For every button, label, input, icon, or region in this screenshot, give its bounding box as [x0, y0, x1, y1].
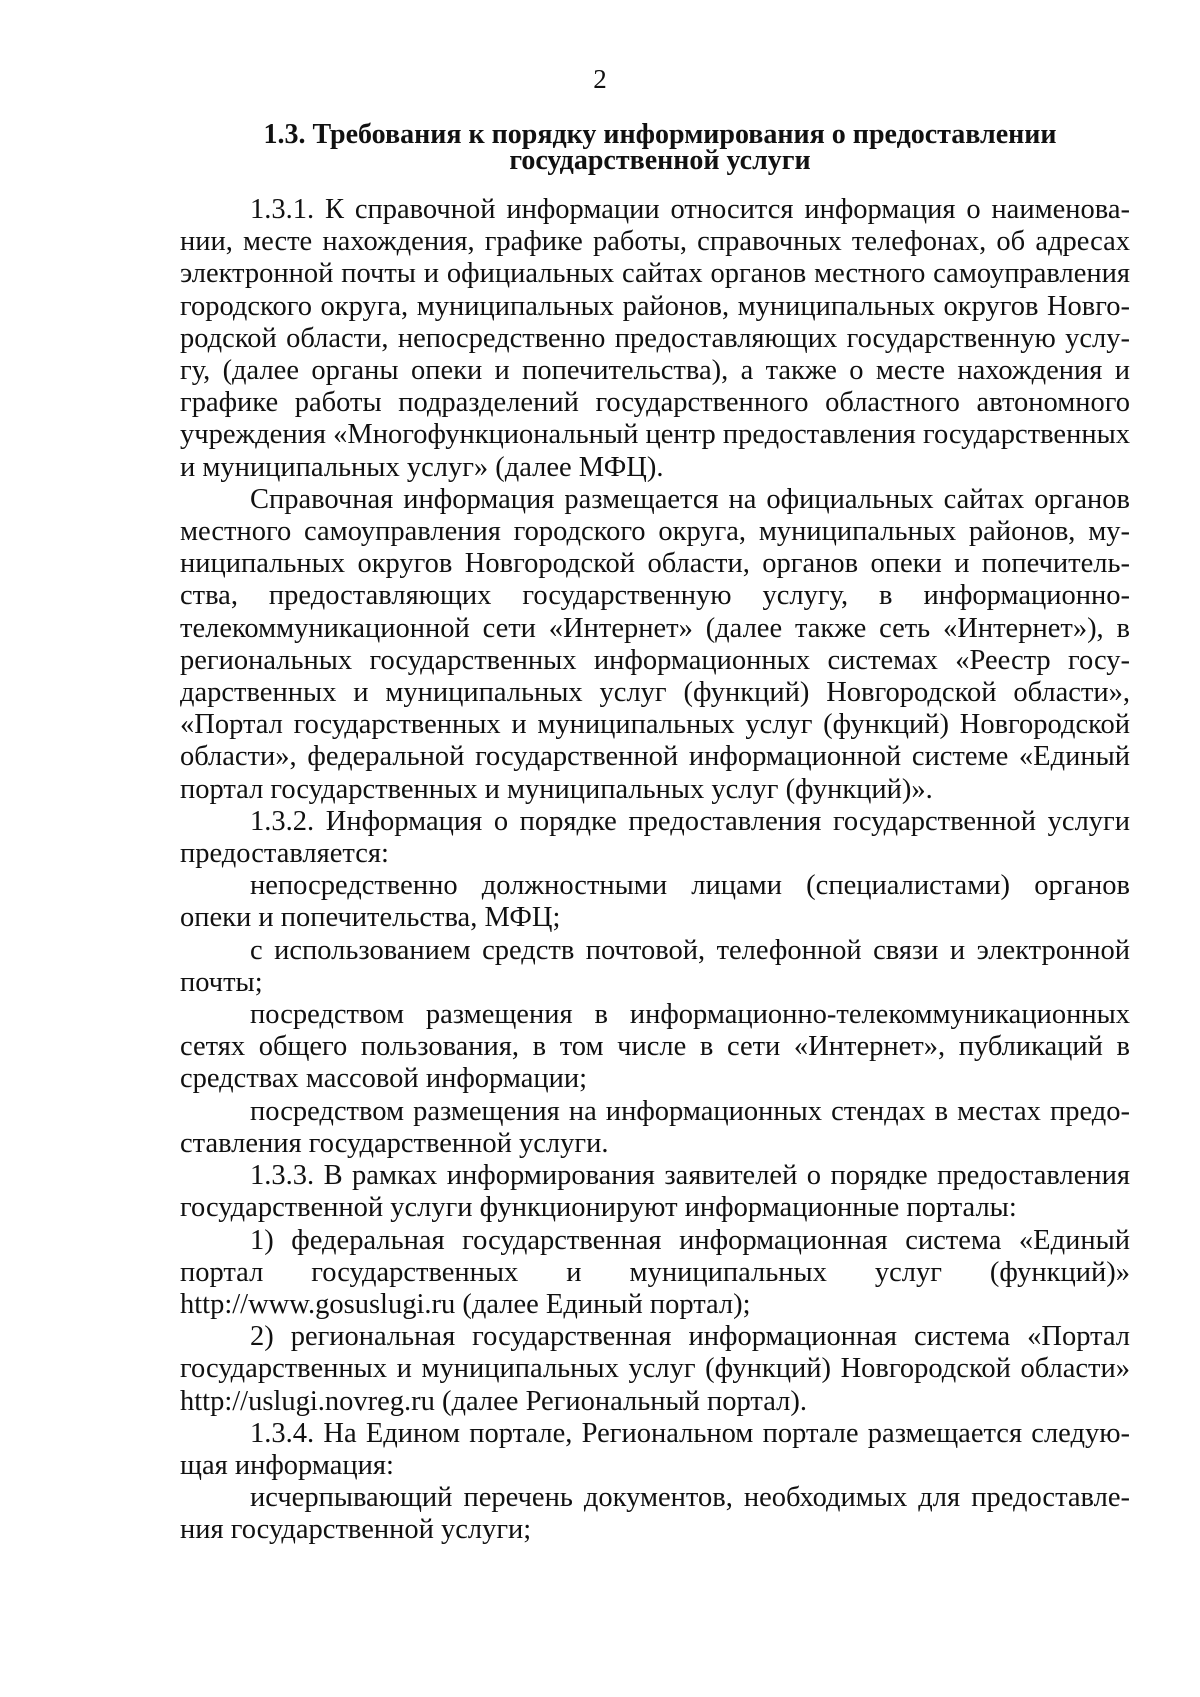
paragraph-reference-info-placement: Справочная информация размещается на официальных сайтах органов местного самоуправления городского округа, муниципальных районов, муниципальных округов Новгородской области, органов опеки и попечительства, предоставляющих государственную услугу, в информационно-телекоммуникационной сети «Интернет» (далее также сеть «Интернет»), в региональных государственных информационных системах «Реестр государственных и муниципальных услуг (функций) Новгородской области», «Портал государственных и муниципальных услуг (функций) Новгородской области», федеральной государственной информационной системе «Единый портал государственных и муниципальных услуг (функций)». [180, 483, 1130, 805]
paragraph-information-stands: посредством размещения на информационных стендах в местах предоставления государственной услуги. [180, 1095, 1130, 1159]
paragraph-1-3-2: 1.3.2. Информация о порядке предоставления государственной услуги предоставляется: [180, 805, 1130, 870]
paragraph-1-3-1: 1.3.1. К справочной информации относится информация о наименовании, месте нахождения, графике работы, справочных телефонах, об адресах электронной почты и официальных сайтах органов местного самоуправления городского округа, муниципальных районов, муниципальных округов Новгородской области, непосредственно предоставляющих государственную услугу, (далее органы опеки и попечительства), а также о месте нахождения и графике работы подразделений государственного областного автономного учреждения «Многофункциональный центр предоставления государственных и муниципальных услуг» (далее МФЦ). [180, 194, 1130, 483]
paragraph-documents-list: исчерпывающий перечень документов, необходимых для предоставления государственной услуги; [180, 1482, 1130, 1546]
paragraph-1-3-3: 1.3.3. В рамках информирования заявителей о порядке предоставления государственной услуги функционируют информационные порталы: [180, 1160, 1130, 1224]
paragraph-1-3-4: 1.3.4. На Едином портале, Региональном портале размещается следующая информация: [180, 1417, 1130, 1481]
section-heading-line-2: государственной услуги [509, 145, 811, 176]
paragraph-federal-portal: 1) федеральная государственная информационная система «Единый портал государственных и муниципальных услуг (функций)» http://www.gosuslugi.ru (далее Единый портал); [180, 1224, 1130, 1320]
paragraph-postal-phone-email: с использованием средств почтовой, телефонной связи и электронной почты; [180, 934, 1130, 998]
document-body [180, 194, 1130, 1547]
paragraph-directly-by-officials: непосредственно должностными лицами (специалистами) органов опеки и попечительства, МФЦ; [180, 870, 1130, 934]
section-heading [160, 119, 1160, 176]
paragraph-regional-portal: 2) региональная государственная информационная система «Портал государственных и муниципальных услуг (функций) Новгородской области» http://uslugi.novreg.ru (далее Региональный портал). [180, 1321, 1130, 1417]
section-heading-line-1: 1.3. Требования к порядку информирования о предоставлении [263, 119, 1057, 150]
paragraph-public-networks: посредством размещения в информационно-телекоммуникационных сетях общего пользования, в том числе в сети «Интернет», публикаций в средствах массовой информации; [180, 999, 1130, 1095]
page-number: 2 [593, 64, 607, 94]
